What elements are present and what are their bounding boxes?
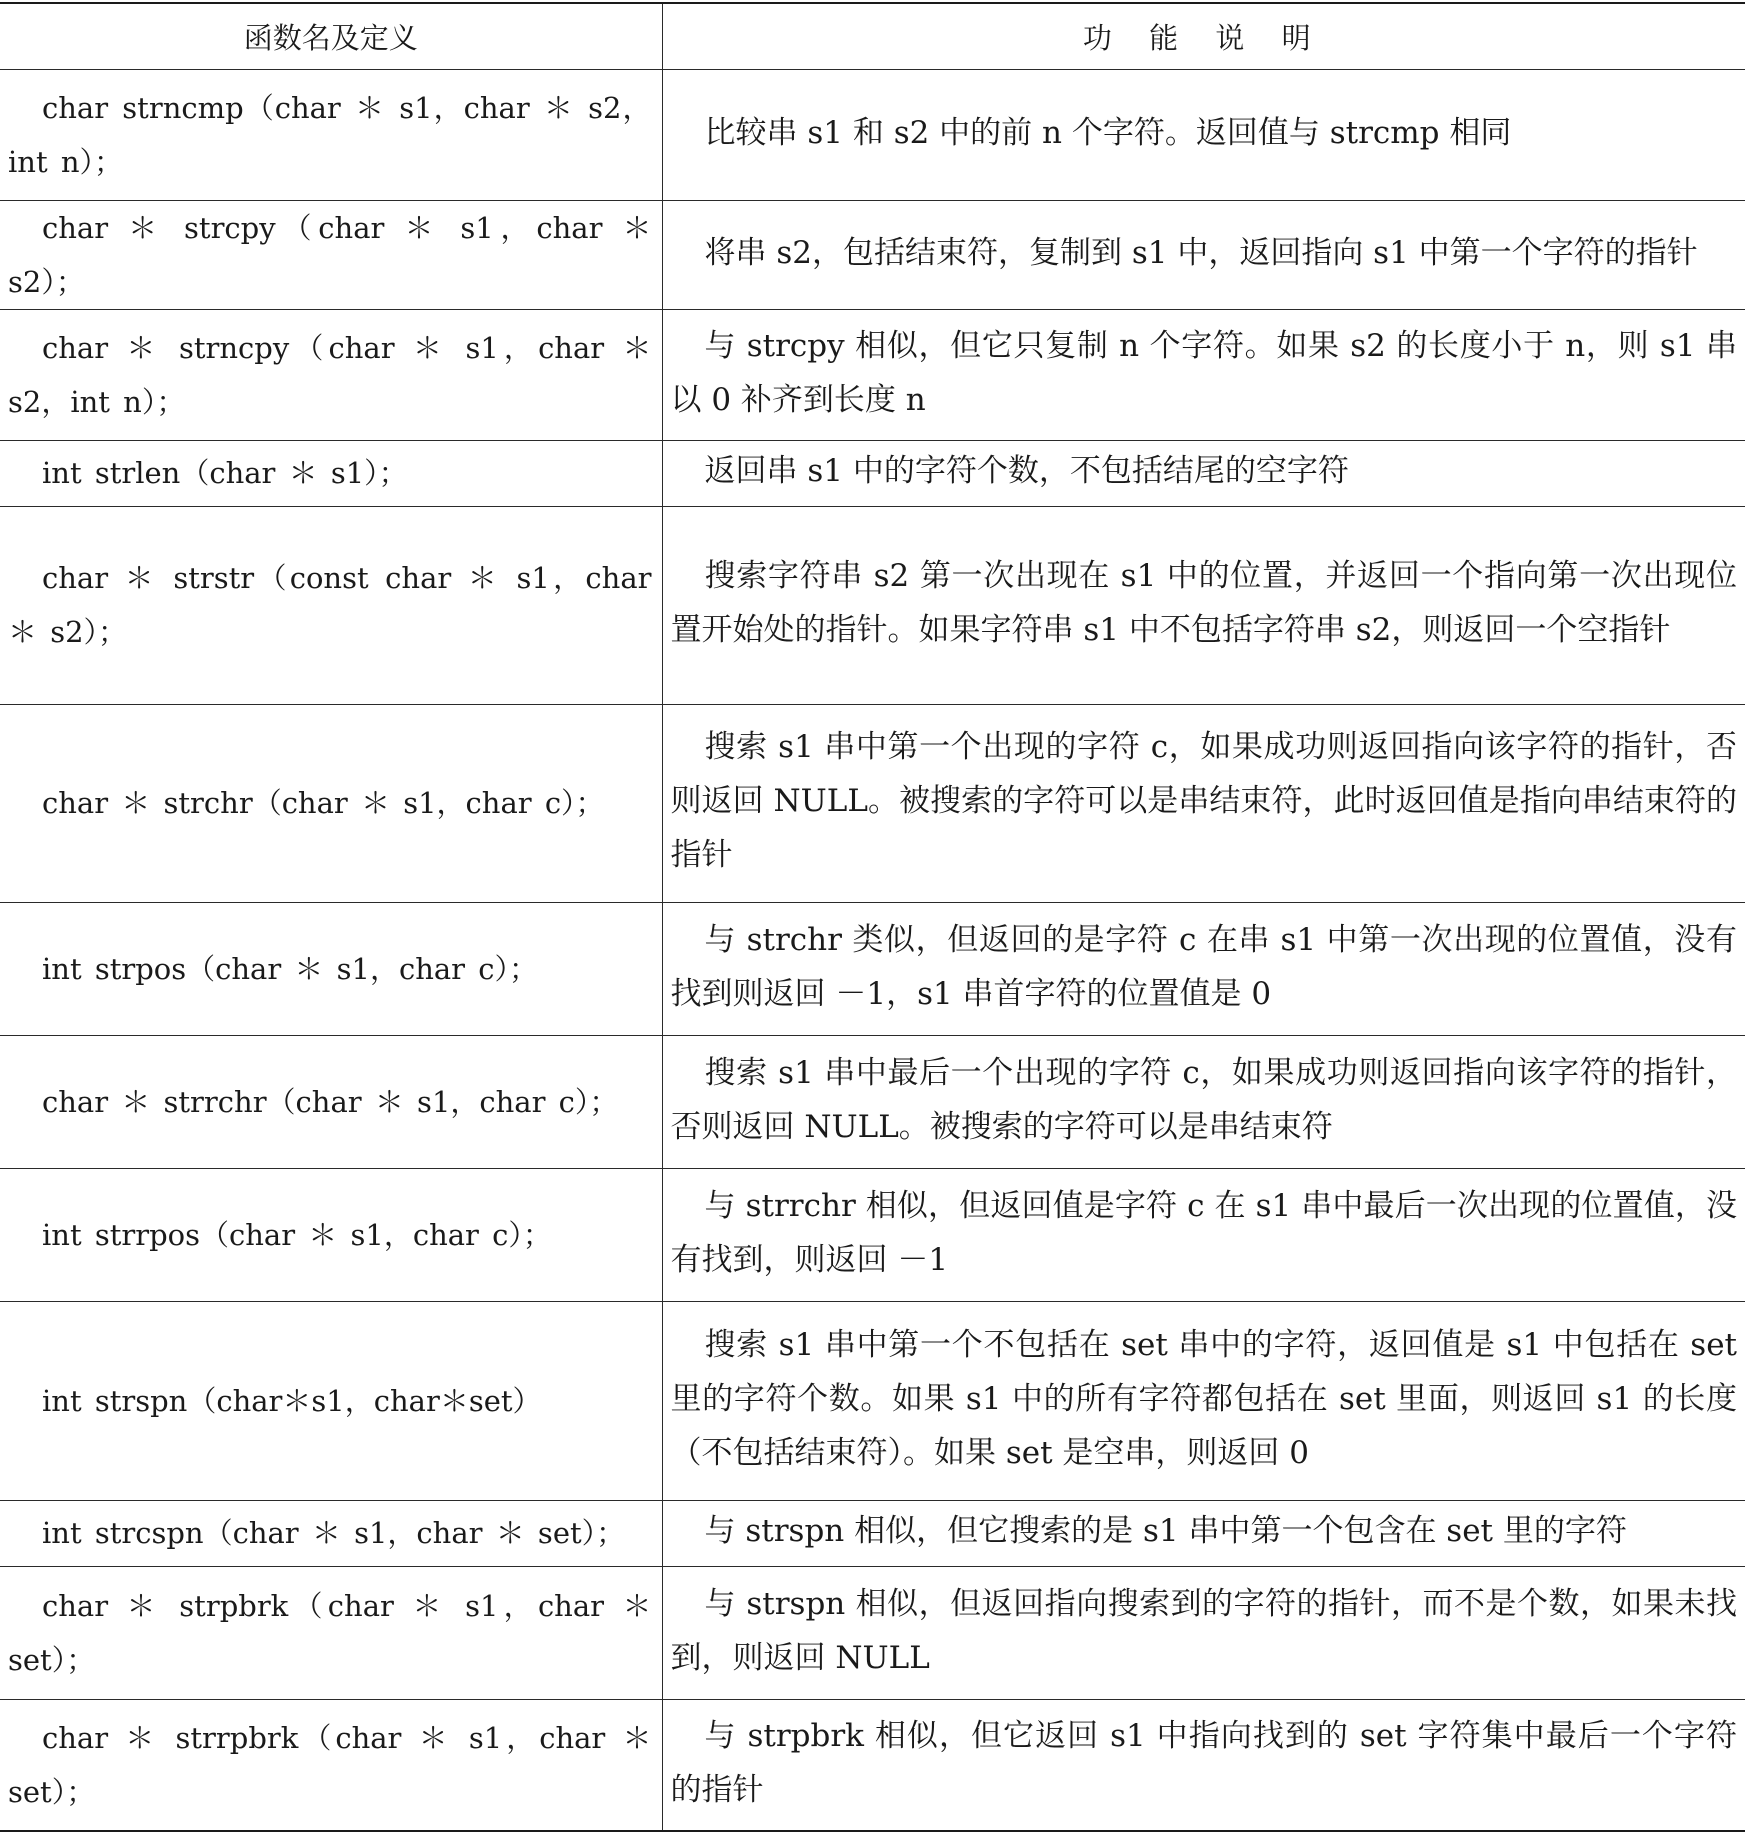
function-description: 比较串 s1 和 s2 中的前 n 个字符。返回值与 strcmp 相同 <box>662 69 1745 200</box>
table-row <box>0 1301 1745 1500</box>
table-row <box>0 902 1745 1035</box>
table-row <box>0 1566 1745 1699</box>
function-description: 搜索 s1 串中第一个不包括在 set 串中的字符，返回值是 s1 中包括在 set 里的字符个数。如果 s1 中的所有字符都包括在 set 里面，则返回 s1 的长度（不包括结束符）。如果 set 是空串，则返回 0 <box>662 1301 1745 1500</box>
function-definition: int strlen（char ＊ s1）； <box>0 440 662 506</box>
string-functions-table <box>0 2 1745 1832</box>
function-description: 与 strrchr 相似，但返回值是字符 c 在 s1 串中最后一次出现的位置值，没有找到，则返回 －1 <box>662 1168 1745 1301</box>
table-row <box>0 1035 1745 1168</box>
function-definition: char ＊ strncpy（char ＊ s1，char ＊ s2，int n）； <box>0 309 662 440</box>
table-row <box>0 1699 1745 1831</box>
function-definition: char strncmp（char ＊ s1，char ＊ s2，int n）； <box>0 69 662 200</box>
table-row <box>0 200 1745 309</box>
function-description: 搜索 s1 串中第一个出现的字符 c，如果成功则返回指向该字符的指针，否则返回 NULL。被搜索的字符可以是串结束符，此时返回值是指向串结束符的指针 <box>662 704 1745 902</box>
table-row <box>0 1168 1745 1301</box>
function-description: 返回串 s1 中的字符个数，不包括结尾的空字符 <box>662 440 1745 506</box>
function-definition: char ＊ strpbrk（char ＊ s1，char ＊ set）； <box>0 1566 662 1699</box>
table-row <box>0 704 1745 902</box>
function-definition: char ＊ strrpbrk（char ＊ s1，char ＊ set）； <box>0 1699 662 1831</box>
function-definition: int strcspn（char ＊ s1，char ＊ set）； <box>0 1500 662 1566</box>
table-row <box>0 440 1745 506</box>
table-row <box>0 1500 1745 1566</box>
function-description: 与 strchr 类似，但返回的是字符 c 在串 s1 中第一次出现的位置值，没有找到则返回 －1，s1 串首字符的位置值是 0 <box>662 902 1745 1035</box>
header-row <box>0 3 1745 69</box>
table-row <box>0 506 1745 704</box>
function-description: 与 strspn 相似，但它搜索的是 s1 串中第一个包含在 set 里的字符 <box>662 1500 1745 1566</box>
function-definition: int strspn（char＊s1，char＊set） <box>0 1301 662 1500</box>
function-description: 搜索字符串 s2 第一次出现在 s1 中的位置，并返回一个指向第一次出现位置开始处的指针。如果字符串 s1 中不包括字符串 s2，则返回一个空指针 <box>662 506 1745 704</box>
function-description: 与 strspn 相似，但返回指向搜索到的字符的指针，而不是个数，如果未找到，则返回 NULL <box>662 1566 1745 1699</box>
function-definition: char ＊ strrchr（char ＊ s1，char c）； <box>0 1035 662 1168</box>
function-description: 与 strcpy 相似，但它只复制 n 个字符。如果 s2 的长度小于 n，则 s1 串以 0 补齐到长度 n <box>662 309 1745 440</box>
function-definition: int strrpos（char ＊ s1，char c）； <box>0 1168 662 1301</box>
function-description: 搜索 s1 串中最后一个出现的字符 c，如果成功则返回指向该字符的指针，否则返回 NULL。被搜索的字符可以是串结束符 <box>662 1035 1745 1168</box>
function-definition: char ＊ strstr（const char ＊ s1，char ＊ s2）； <box>0 506 662 704</box>
table-row <box>0 309 1745 440</box>
function-definition: char ＊ strcpy（char ＊ s1，char ＊ s2）； <box>0 200 662 309</box>
header-function-definition: 函数名及定义 <box>0 3 662 69</box>
function-definition: int strpos（char ＊ s1，char c）； <box>0 902 662 1035</box>
table-row <box>0 69 1745 200</box>
function-description: 与 strpbrk 相似，但它返回 s1 中指向找到的 set 字符集中最后一个字符的指针 <box>662 1699 1745 1831</box>
function-definition: char ＊ strchr（char ＊ s1，char c）； <box>0 704 662 902</box>
header-function-description: 功 能 说 明 <box>662 3 1745 69</box>
function-description: 将串 s2，包括结束符，复制到 s1 中，返回指向 s1 中第一个字符的指针 <box>662 200 1745 309</box>
